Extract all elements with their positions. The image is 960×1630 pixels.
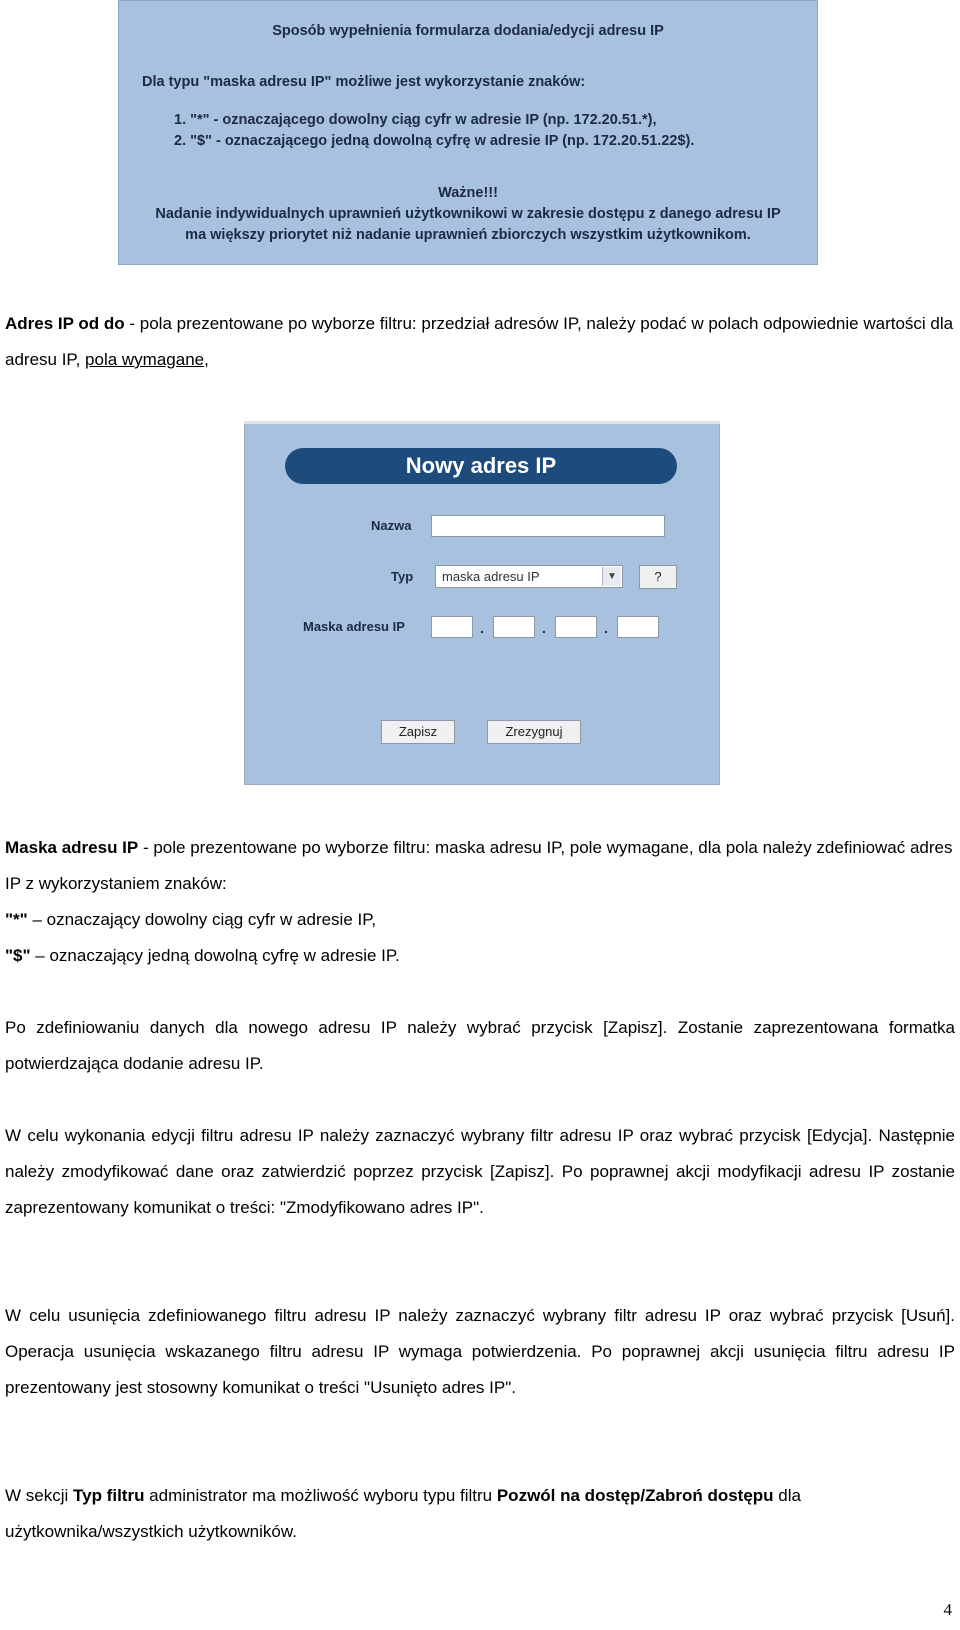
mask-octet-3[interactable] (555, 616, 597, 638)
mask-octet-4[interactable] (617, 616, 659, 638)
chevron-down-icon[interactable]: ▼ (602, 567, 621, 586)
paragraph-text: – oznaczający dowolny ciąg cyfr w adresie IP, (27, 910, 377, 929)
term-filter-type: Typ filtru (73, 1486, 145, 1505)
type-label: Typ (391, 569, 414, 584)
form-header (285, 448, 677, 484)
paragraph-text: – oznaczający jedną dowolną cyfrę w adresie IP. (30, 946, 400, 965)
help-button[interactable]: ? (639, 565, 677, 589)
underlined-required: pola wymagane (85, 350, 205, 369)
help-panel-item: 2. "$" - oznaczającego jedną dowolną cyfrę w adresie IP (np. 172.20.51.22$). (174, 133, 695, 149)
paragraph-edit: W celu wykonania edycji filtru adresu IP należy zaznaczyć wybrany filtr adresu IP oraz wybrać przycisk [Edycja]. Następnie należy zmodyfikować dane oraz zatwierdzić poprzez przycisk [Zapisz]. Po poprawnej akcji modyfikacji adresu IP zostanie zaprezentowany komunikat o treści: "Zmodyfikowano adres IP". (5, 1126, 955, 1217)
paragraph-text: - pole prezentowane po wyborze filtru: maska adresu IP, pole wymagane, dla pola należy zdefiniować adres IP z wykorzystaniem znaków: (5, 838, 953, 893)
help-panel-title: Sposób wypełnienia formularza dodania/edycji adresu IP (272, 23, 664, 39)
new-ip-form-image (244, 423, 720, 785)
term-mask: Maska adresu IP (5, 838, 139, 857)
name-label: Nazwa (371, 518, 412, 533)
paragraph-ip-range (5, 306, 955, 378)
help-panel-important-text (119, 204, 817, 246)
paragraph-text: - pola prezentowane po wyborze filtru: przedział adresów IP, należy podać w polach odpowiednie wartości dla adresu IP, (5, 314, 954, 369)
name-input[interactable] (431, 515, 665, 537)
paragraph-mask (5, 830, 955, 974)
octet-separator: . (480, 620, 484, 636)
paragraph-text: administrator ma możliwość wyboru typu filtru (144, 1486, 497, 1505)
paragraph-delete: W celu usunięcia zdefiniowanego filtru adresu IP należy zaznaczyć wybrany filtr adresu IP oraz wybrać przycisk [Usuń]. Operacja usunięcia wskazanego filtru adresu IP wymaga potwierdzenia. Po poprawnej akcji usunięcia filtru adresu IP prezentowany jest stosowny komunikat o treści "Usunięto adres IP". (5, 1306, 955, 1397)
page-number: 4 (943, 1600, 952, 1619)
term-ip-range: Adres IP od do (5, 314, 125, 333)
help-panel-intro: Dla typu "maska adresu IP" możliwe jest wykorzystanie znaków: (142, 74, 586, 90)
paragraph-text: W sekcji (5, 1486, 73, 1505)
mask-label: Maska adresu IP (303, 619, 405, 634)
help-panel-item: 1. "*" - oznaczającego dowolny ciąg cyfr w adresie IP (np. 172.20.51.*), (174, 112, 657, 128)
cancel-button[interactable]: Zrezygnuj (487, 720, 581, 744)
octet-separator: . (542, 620, 546, 636)
paragraph-filter-type (5, 1478, 955, 1550)
help-panel-important-title: Ważne!!! (438, 185, 498, 201)
symbol-dollar: "$" (5, 946, 31, 965)
paragraph-save: Po zdefiniowaniu danych dla nowego adresu IP należy wybrać przycisk [Zapisz]. Zostanie zaprezentowana formatka potwierdzająca dodanie adresu IP. (5, 1018, 955, 1073)
help-panel-important-line: ma większy priorytet niż nadanie uprawnień zbiorczych wszystkim użytkownikom. (185, 227, 751, 243)
mask-octet-1[interactable] (431, 616, 473, 638)
octet-separator: . (604, 620, 608, 636)
type-select[interactable] (435, 565, 623, 588)
save-button[interactable]: Zapisz (381, 720, 455, 744)
paragraph-text: , (204, 350, 209, 369)
mask-octet-2[interactable] (493, 616, 535, 638)
paragraph-text: dla użytkownika/wszystkich użytkowników. (5, 1486, 801, 1541)
help-panel-image (118, 0, 818, 265)
type-select-value: maska adresu IP (442, 569, 540, 584)
symbol-star: "*" (5, 910, 28, 929)
term-allow-deny: Pozwól na dostęp/Zabroń dostępu (496, 1486, 774, 1505)
form-title: Nowy adres IP (405, 453, 557, 478)
help-panel-list (174, 110, 694, 152)
help-panel-important-line: Nadanie indywidualnych uprawnień użytkownikowi w zakresie dostępu z danego adresu IP (155, 206, 781, 222)
